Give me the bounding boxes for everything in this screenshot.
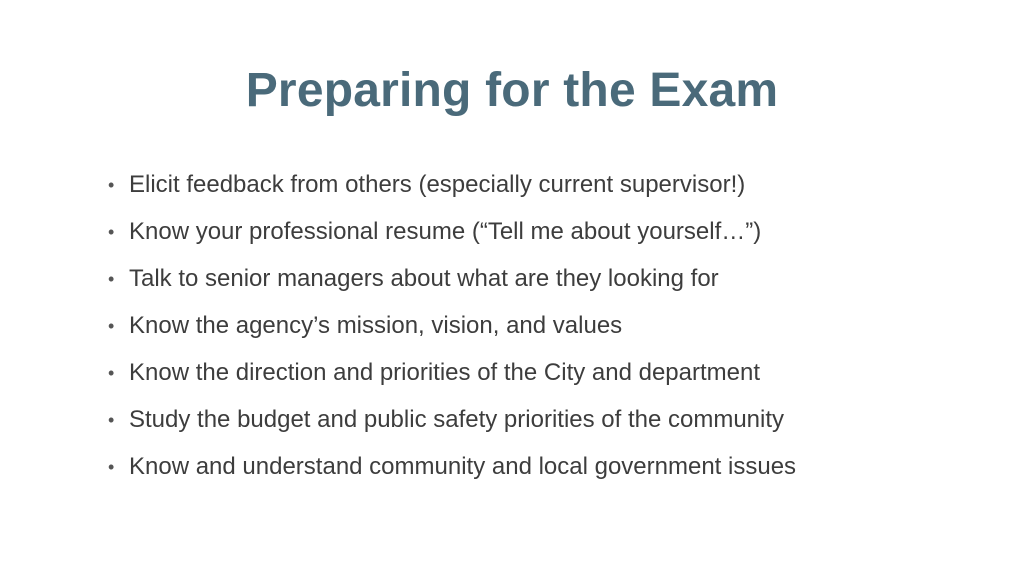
bullet-icon: • [108,363,115,383]
bullet-icon: • [108,457,115,477]
list-item [108,353,988,400]
bullet-icon: • [108,269,115,289]
list-item [108,165,988,212]
bullet-text: Know the direction and priorities of the City and department [129,359,761,386]
bullet-text: Know the agency’s mission, vision, and values [129,312,623,339]
bullet-icon: • [108,410,115,430]
list-item [108,259,988,306]
bullet-text: Know your professional resume (“Tell me about yourself…”) [129,218,762,245]
bullet-text: Study the budget and public safety priorities of the community [129,406,785,433]
bullet-text: Know and understand community and local government issues [129,453,797,480]
list-item [108,447,988,494]
bullet-text: Talk to senior managers about what are they looking for [129,265,719,292]
slide-title: Preparing for the Exam [245,64,779,117]
list-item [108,306,988,353]
bullet-icon: • [108,316,115,336]
bullet-icon: • [108,222,115,242]
list-item [108,212,988,259]
bullet-icon: • [108,175,115,195]
bullet-text: Elicit feedback from others (especially current supervisor!) [129,171,746,198]
bullet-list [108,165,988,494]
list-item [108,400,988,447]
